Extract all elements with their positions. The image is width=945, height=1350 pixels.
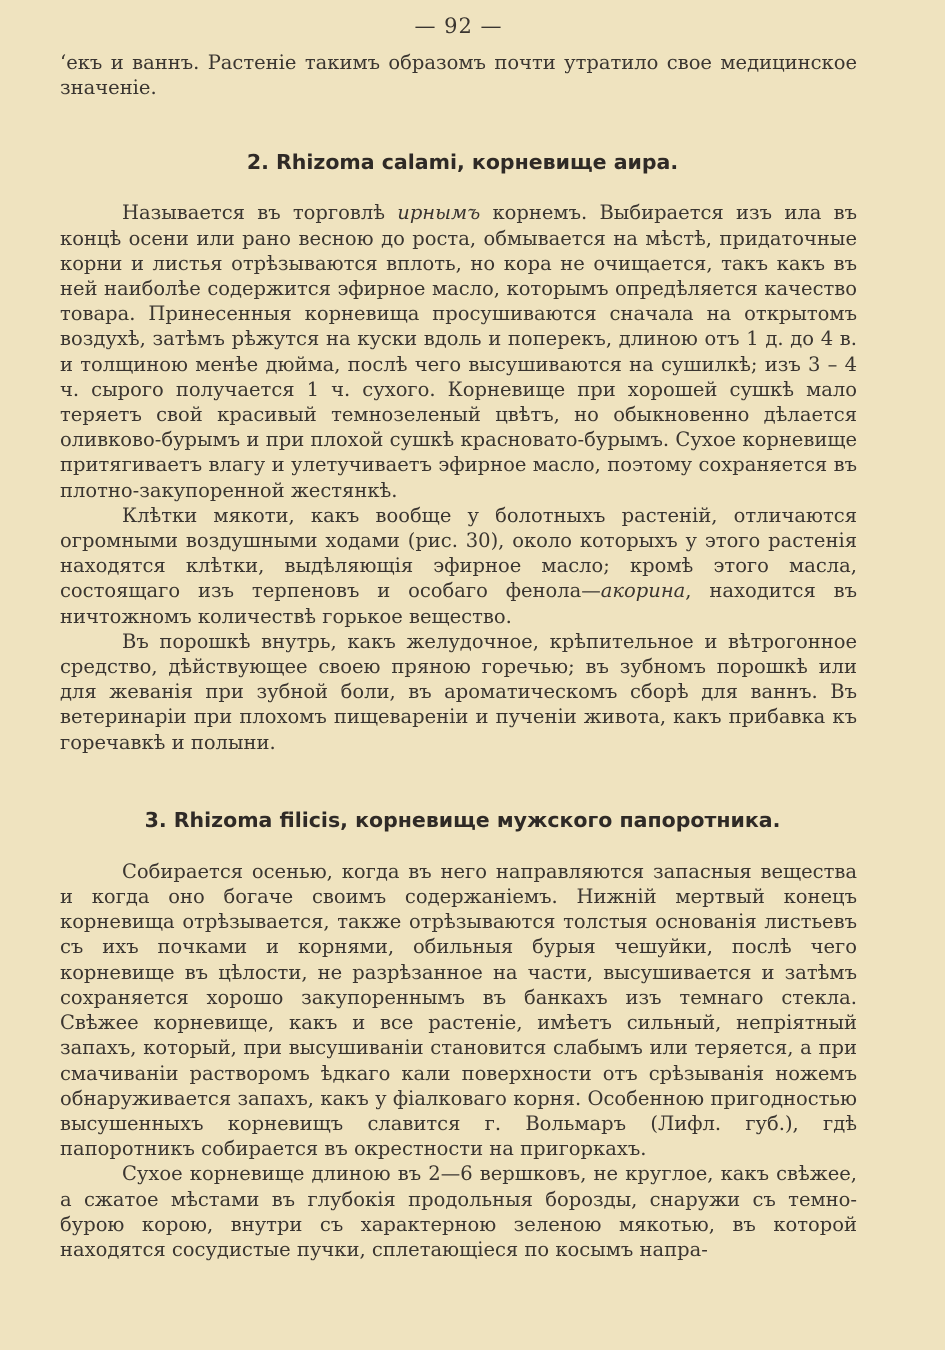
calami-p2-start: Клѣтки мякоти, какъ вообще у болотныхъ растеній, отличаются огромными воздушными ходами (рис. 30), около которыхъ у этого растенія находятся клѣтки, выдѣляющія эфирное масло; кромѣ этого масла, состоящаго изъ терпеновъ и особаго фенола— xyxy=(60,503,857,603)
calami-paragraph-3: Въ порошкѣ внутрь, какъ желудочное, крѣпительное и вѣтрогонное средство, дѣйствующее своею пряною горечью; въ зубномъ порошкѣ или для жеванія при зубной боли, въ ароматическомъ сборѣ для ваннъ. Въ ветеринаріи при плохомъ пищевареніи и пученіи живота, какъ прибавка къ горечавкѣ и полыни. xyxy=(60,629,857,754)
calami-p1-start: Называется въ торговлѣ xyxy=(122,201,398,225)
calami-p2-emphasis: акорина xyxy=(600,579,686,603)
page-number: — 92 — xyxy=(414,14,503,38)
intro-paragraph: ʻекъ и ваннъ. Растеніе такимъ образомъ почти утратило свое медицинское значеніе. xyxy=(60,51,857,100)
calami-p1-emphasis: ирнымъ xyxy=(397,201,481,225)
section-heading-filicis: 3. Rhizoma filicis, корневище мужского папоротника. xyxy=(144,807,781,832)
calami-p1-rest: корнемъ. Выбирается изъ ила въ концѣ осени или рано весною до роста, обмывается на мѣстѣ, придаточные корни и листья отрѣзываются вплоть, но кора не очищается, такъ какъ въ ней наиболѣе содержится эфирное масло, которымъ опредѣляется качество товара. Принесенныя корневища просушиваются сначала на открытомъ воздухѣ, затѣмъ рѣжутся на куски вдоль и поперекъ, длиною отъ 1 д. до 4 в. и толщиною менѣе дюйма, послѣ чего высушиваются на сушилкѣ; изъ 3 – 4 ч. сырого получается 1 ч. сухого. Корневище при хорошей сушкѣ мало теряетъ свой красивый темнозеленый цвѣтъ, но обыкновенно дѣлается оливково-бурымъ и при плохой сушкѣ красновато-бурымъ. Сухое корневище притягиваетъ влагу и улетучиваетъ эфирное масло, поэтому сохраняется въ плотно-закупоренной жестянкѣ. xyxy=(60,201,857,502)
calami-paragraph-1 xyxy=(60,200,857,502)
filicis-paragraph-1: Собирается осенью, когда въ него направляются запасныя вещества и когда оно богаче своимъ содержаніемъ. Нижній мертвый конецъ корневища отрѣзывается, также отрѣзываются толстыя основанія листьевъ съ ихъ почками и корнями, обильныя бурыя чешуйки, послѣ чего корневище въ цѣлости, не разрѣзанное на части, высушивается и затѣмъ сохраняется хорошо закупореннымъ въ банкахъ изъ темнаго стекла. Свѣжее корневище, какъ и все растеніе, имѣетъ сильный, непріятный запахъ, который, при высушиваніи становится слабымъ или теряется, а при смачиваніи растворомъ ѣдкаго кали поверхности отъ срѣзыванія ножемъ обнаруживается запахъ, какъ у фіалковаго корня. Особенною пригодностью высушенныхъ корневищъ славится г. Вольмаръ (Лифл. губ.), гдѣ папоротникъ собирается въ окрестности на пригоркахъ. xyxy=(60,859,857,1161)
filicis-paragraph-2: Сухое корневище длиною въ 2—6 вершковъ, не круглое, какъ свѣжее, а сжатое мѣстами въ глубокія продольныя борозды, снаружи съ темно-бурою корою, внутри съ характерною зеленою мякотью, въ которой находятся сосудистые пучки, сплетающіеся по косымъ напра- xyxy=(60,1162,857,1261)
calami-paragraph-2 xyxy=(60,503,857,629)
calami-p2-rest: , находится въ ничтожномъ количествѣ горькое вещество. xyxy=(60,579,857,628)
section-heading-calami: 2. Rhizoma calami, корневище аира. xyxy=(246,150,679,175)
